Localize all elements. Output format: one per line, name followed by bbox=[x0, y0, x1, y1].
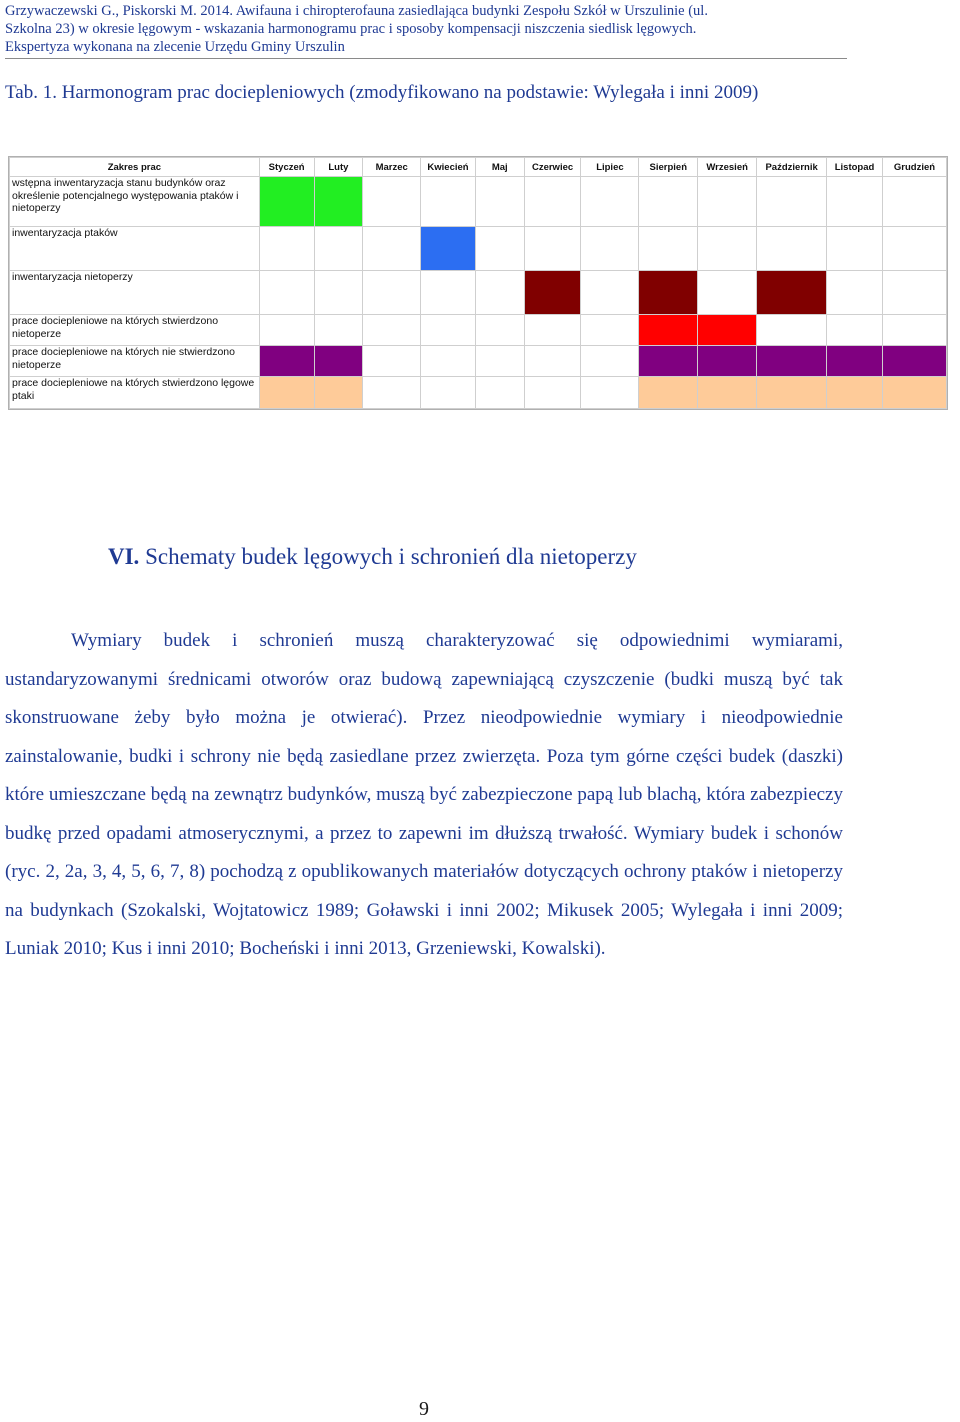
schedule-cell-active bbox=[639, 271, 698, 315]
month-header: Marzec bbox=[363, 158, 421, 177]
schedule-cell bbox=[363, 315, 421, 346]
month-header: Listopad bbox=[827, 158, 883, 177]
schedule-cell-active bbox=[827, 377, 883, 409]
schedule-cell bbox=[639, 227, 698, 271]
schedule-row bbox=[10, 271, 947, 315]
task-label: prace dociepleniowe na których stwierdzono lęgowe ptaki bbox=[10, 377, 260, 409]
schedule-cell-active bbox=[421, 227, 476, 271]
month-header: Wrzesień bbox=[698, 158, 757, 177]
schedule-cell-active bbox=[639, 315, 698, 346]
month-header: Lipiec bbox=[581, 158, 639, 177]
schedule-cell bbox=[314, 227, 363, 271]
schedule-cell bbox=[524, 315, 581, 346]
body-text bbox=[5, 622, 843, 969]
schedule-cell-active bbox=[882, 346, 946, 377]
schedule-cell-active bbox=[757, 271, 827, 315]
schedule-cell bbox=[639, 177, 698, 227]
schedule-cell bbox=[363, 271, 421, 315]
schedule-cell bbox=[421, 377, 476, 409]
schedule-cell bbox=[421, 346, 476, 377]
header-line-3: Ekspertyza wykonana na zlecenie Urzędu Gminy Urszulin bbox=[5, 39, 345, 55]
page-number: 9 bbox=[419, 1398, 429, 1420]
schedule-cell-active bbox=[314, 177, 363, 227]
month-header: Sierpień bbox=[639, 158, 698, 177]
schedule-cell bbox=[421, 177, 476, 227]
section-number: VI. bbox=[108, 544, 140, 569]
schedule-cell-active bbox=[639, 346, 698, 377]
schedule-cell bbox=[827, 177, 883, 227]
schedule-header-row bbox=[10, 158, 947, 177]
schedule-cell bbox=[827, 271, 883, 315]
schedule-cell bbox=[882, 227, 946, 271]
schedule-row bbox=[10, 377, 947, 409]
schedule-row bbox=[10, 177, 947, 227]
task-label: inwentaryzacja nietoperzy bbox=[10, 271, 260, 315]
schedule-cell bbox=[363, 346, 421, 377]
schedule-cell-active bbox=[314, 377, 363, 409]
schedule-cell bbox=[421, 315, 476, 346]
schedule-cell bbox=[757, 177, 827, 227]
schedule-cell bbox=[882, 271, 946, 315]
schedule-row bbox=[10, 346, 947, 377]
schedule-cell bbox=[259, 315, 314, 346]
schedule-cell-active bbox=[259, 346, 314, 377]
schedule-cell bbox=[475, 346, 524, 377]
month-header: Styczeń bbox=[259, 158, 314, 177]
header-line-2: Szkolna 23) w okresie lęgowym - wskazania harmonogramu prac i sposoby kompensacji niszczenia siedlisk lęgowych. bbox=[5, 21, 697, 37]
month-header: Czerwiec bbox=[524, 158, 581, 177]
schedule-cell bbox=[581, 227, 639, 271]
schedule-cell-active bbox=[314, 346, 363, 377]
header-divider bbox=[5, 58, 847, 59]
schedule-cell bbox=[757, 315, 827, 346]
schedule-row bbox=[10, 315, 947, 346]
schedule-cell-active bbox=[757, 346, 827, 377]
schedule-cell bbox=[698, 177, 757, 227]
month-header: Kwiecień bbox=[421, 158, 476, 177]
schedule-cell bbox=[475, 315, 524, 346]
schedule-cell bbox=[363, 177, 421, 227]
schedule-cell bbox=[524, 227, 581, 271]
schedule-cell bbox=[882, 315, 946, 346]
section-title-text: Schematy budek lęgowych i schronień dla nietoperzy bbox=[145, 544, 637, 569]
task-label: prace dociepleniowe na których nie stwierdzono nietoperze bbox=[10, 346, 260, 377]
body-paragraph: Wymiary budek i schronień muszą charakteryzować się odpowiednimi wymiarami, ustandaryzowanymi średnicami otworów oraz budową zapewniającą czyszczenie (budki muszą być tak skonstruowane żeby było można je otwierać). Przez nieodpowiednie wymiary i nieodpowiednie zainstalowanie, budki i schrony nie będą zasiedlane przez zwierzęta. Poza tym górne części budek (daszki) które umieszczane będą na zewnątrz budynków, muszą być zabezpieczone papą lub blachą, która zabezpieczy budkę przed opadami atmoserycznymi, a przez to zapewni im dłuższą trwałość. Wymiary budek i schonów (ryc. 2, 2a, 3, 4, 5, 6, 7, 8) pochodzą z opublikowanych materiałów dotyczących ochrony ptaków i nietoperzy na budynkach (Szokalski, Wojtatowicz 1989; Goławski i inni 2002; Mikusek 2005; Wylegała i inni 2009; Luniak 2010; Kus i inni 2010; Bocheński i inni 2013, Grzeniewski, Kowalski). bbox=[5, 630, 843, 959]
month-header: Grudzień bbox=[882, 158, 946, 177]
schedule-cell-active bbox=[698, 377, 757, 409]
schedule-cell bbox=[827, 227, 883, 271]
task-label: wstępna inwentaryzacja stanu budynków oraz określenie potencjalnego występowania ptaków i nietoperzy bbox=[10, 177, 260, 227]
schedule-cell bbox=[363, 227, 421, 271]
task-label: inwentaryzacja ptaków bbox=[10, 227, 260, 271]
schedule-cell-active bbox=[698, 346, 757, 377]
schedule-cell bbox=[363, 377, 421, 409]
schedule-cell bbox=[475, 271, 524, 315]
schedule-cell-active bbox=[259, 177, 314, 227]
schedule-cell bbox=[259, 227, 314, 271]
schedule-cell bbox=[314, 271, 363, 315]
schedule-cell-active bbox=[639, 377, 698, 409]
schedule-cell bbox=[524, 346, 581, 377]
schedule-cell-active bbox=[698, 315, 757, 346]
schedule-cell bbox=[581, 346, 639, 377]
schedule-row bbox=[10, 227, 947, 271]
work-schedule-table bbox=[8, 156, 948, 410]
schedule-cell bbox=[259, 271, 314, 315]
schedule-cell bbox=[581, 177, 639, 227]
task-label: prace dociepleniowe na których stwierdzono nietoperze bbox=[10, 315, 260, 346]
schedule-cell bbox=[421, 271, 476, 315]
schedule-cell bbox=[475, 377, 524, 409]
schedule-cell bbox=[581, 271, 639, 315]
schedule-cell bbox=[882, 177, 946, 227]
schedule-cell bbox=[475, 177, 524, 227]
schedule-cell bbox=[827, 315, 883, 346]
month-header: Luty bbox=[314, 158, 363, 177]
schedule-cell-active bbox=[757, 377, 827, 409]
month-header: Maj bbox=[475, 158, 524, 177]
schedule-cell-active bbox=[524, 271, 581, 315]
header-line-1: Grzywaczewski G., Piskorski M. 2014. Awifauna i chiropterofauna zasiedlająca budynki Zespołu Szkół w Urszulinie (ul. bbox=[5, 3, 708, 19]
schedule-cell bbox=[581, 315, 639, 346]
schedule-cell bbox=[314, 315, 363, 346]
schedule-cell bbox=[524, 377, 581, 409]
schedule-cell-active bbox=[882, 377, 946, 409]
schedule-cell-active bbox=[827, 346, 883, 377]
schedule-cell bbox=[698, 227, 757, 271]
section-heading bbox=[108, 542, 637, 572]
scope-header: Zakres prac bbox=[10, 158, 260, 177]
month-header: Październik bbox=[757, 158, 827, 177]
schedule-cell bbox=[581, 377, 639, 409]
schedule-cell-active bbox=[259, 377, 314, 409]
table-caption: Tab. 1. Harmonogram prac dociepleniowych (zmodyfikowano na podstawie: Wylegała i inni 2009) bbox=[5, 82, 759, 103]
schedule-cell bbox=[698, 271, 757, 315]
schedule-cell bbox=[475, 227, 524, 271]
schedule-cell bbox=[524, 177, 581, 227]
schedule-cell bbox=[757, 227, 827, 271]
running-header bbox=[5, 2, 945, 56]
